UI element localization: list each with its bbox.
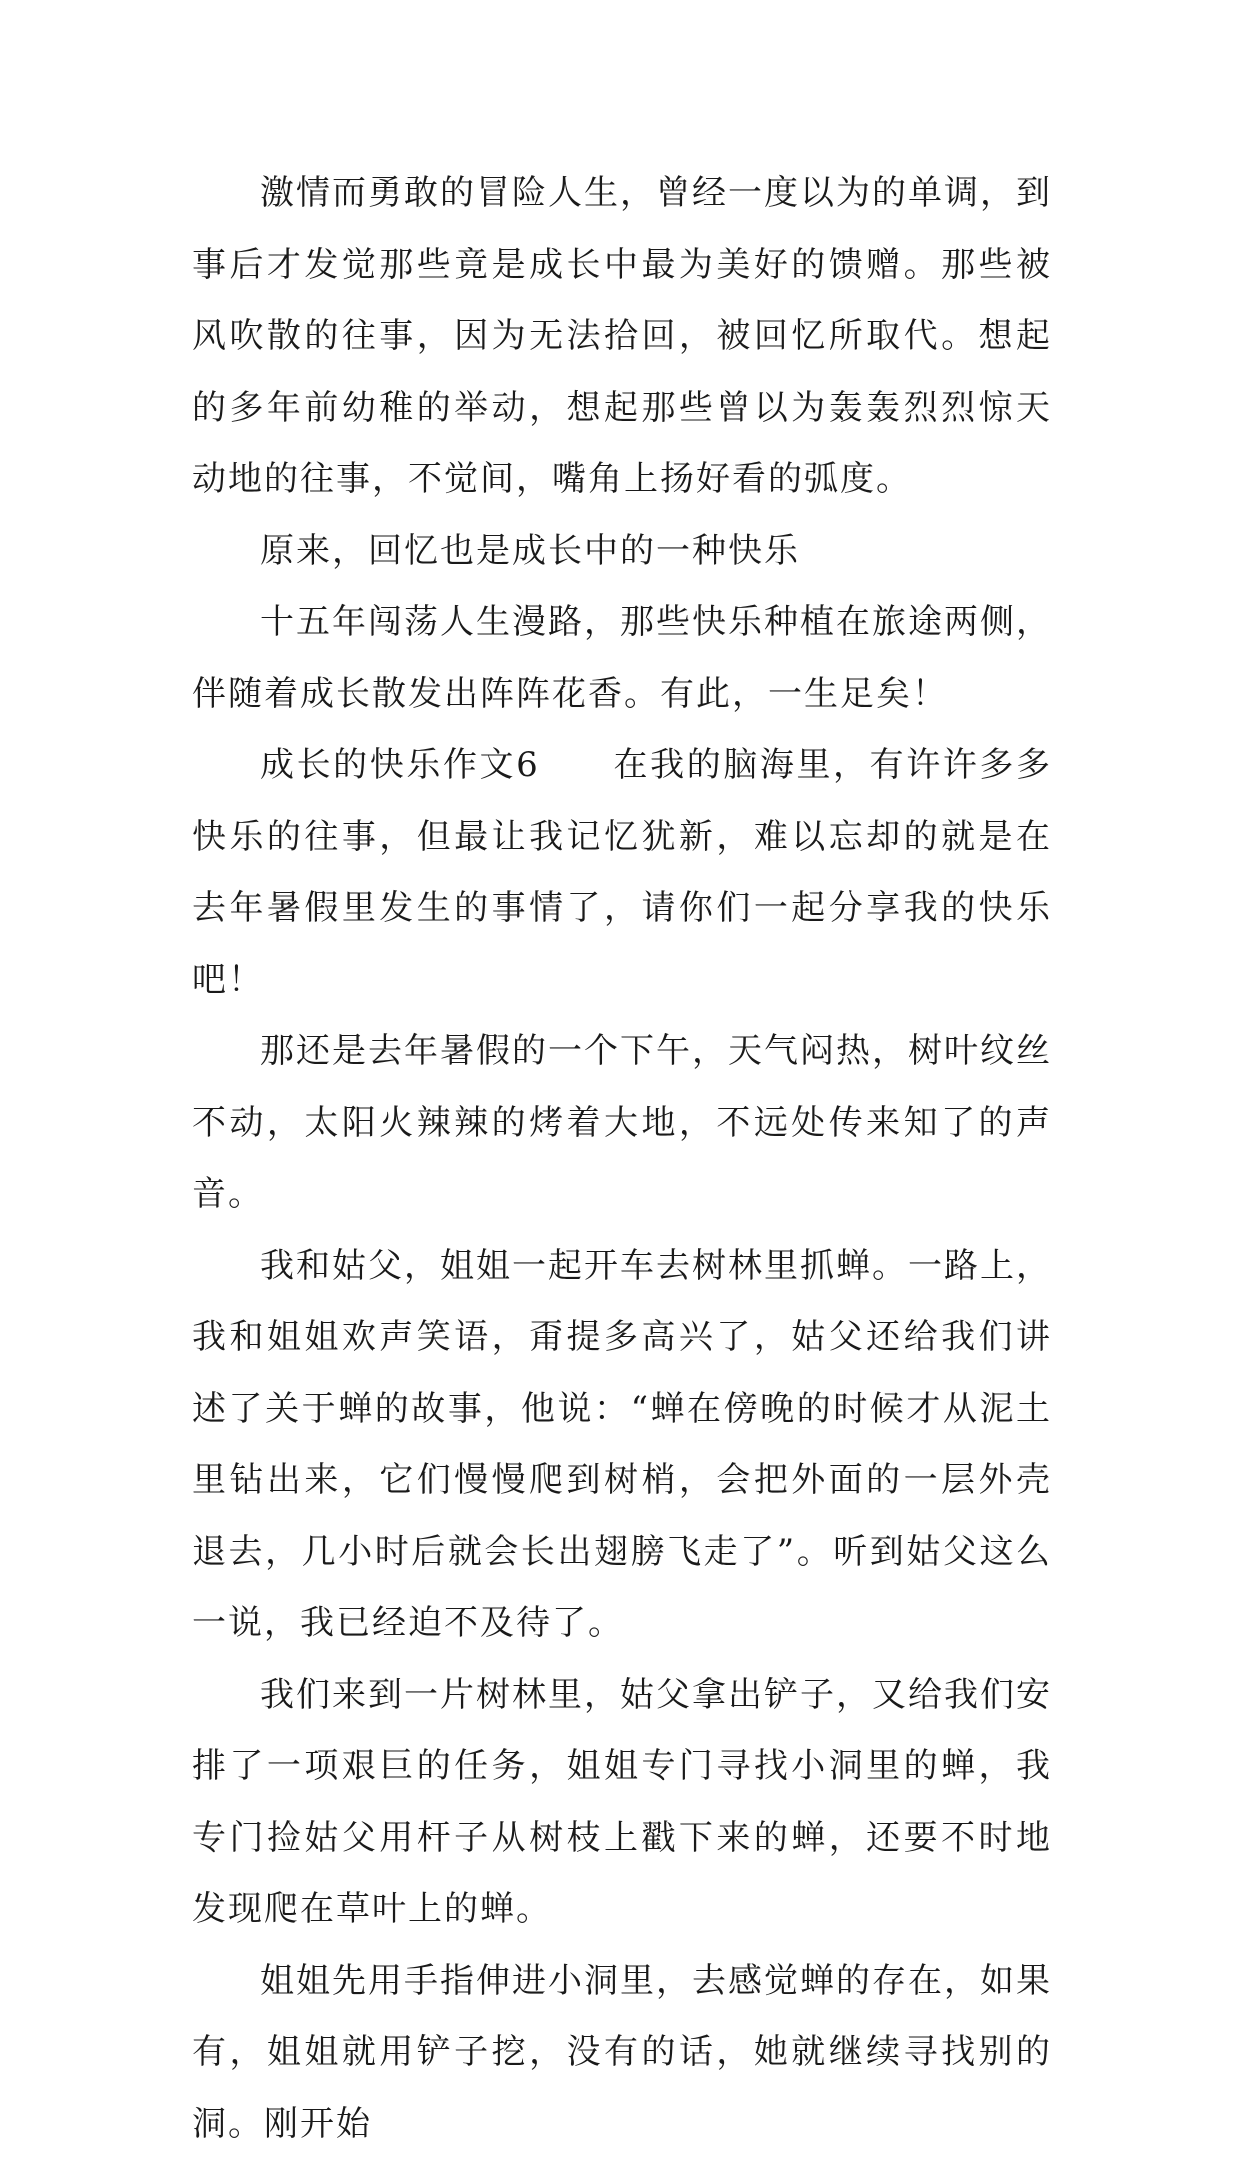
article-body [192, 158, 1052, 2160]
paragraph-1: 激情而勇敢的冒险人生，曾经一度以为的单调，到事后才发觉那些竟是成长中最为美好的馈赠。那些被风吹散的往事，因为无法拾回，被回忆所取代。想起的多年前幼稚的举动，想起那些曾以为轰轰烈烈惊天动地的往事，不觉间，嘴角上扬好看的弧度。 [192, 158, 1052, 516]
paragraph-8: 姐姐先用手指伸进小洞里，去感觉蝉的存在，如果有，姐姐就用铲子挖，没有的话，她就继续寻找别的洞。刚开始 [192, 1946, 1052, 2160]
paragraph-3: 十五年闯荡人生漫路，那些快乐种植在旅途两侧，伴随着成长散发出阵阵花香。有此，一生足矣！ [192, 587, 1052, 730]
paragraph-5: 那还是去年暑假的一个下午，天气闷热，树叶纹丝不动，太阳火辣辣的烤着大地，不远处传来知了的声音。 [192, 1016, 1052, 1231]
paragraph-7: 我们来到一片树林里，姑父拿出铲子，又给我们安排了一项艰巨的任务，姐姐专门寻找小洞里的蝉，我专门捡姑父用杆子从树枝上戳下来的蝉，还要不时地发现爬在草叶上的蝉。 [192, 1660, 1052, 1946]
paragraph-2: 原来，回忆也是成长中的一种快乐 [192, 516, 1052, 588]
paragraph-6: 我和姑父，姐姐一起开车去树林里抓蝉。一路上，我和姐姐欢声笑语，甭提多高兴了，姑父还给我们讲述了关于蝉的故事，他说：“蝉在傍晚的时候才从泥土里钻出来，它们慢慢爬到树梢，会把外面的一层外壳退去，几小时后就会长出翅膀飞走了”。听到姑父这么一说，我已经迫不及待了。 [192, 1231, 1052, 1660]
paragraph-4: 成长的快乐作文6 在我的脑海里，有许许多多快乐的往事，但最让我记忆犹新，难以忘却的就是在去年暑假里发生的事情了，请你们一起分享我的快乐吧！ [192, 730, 1052, 1016]
